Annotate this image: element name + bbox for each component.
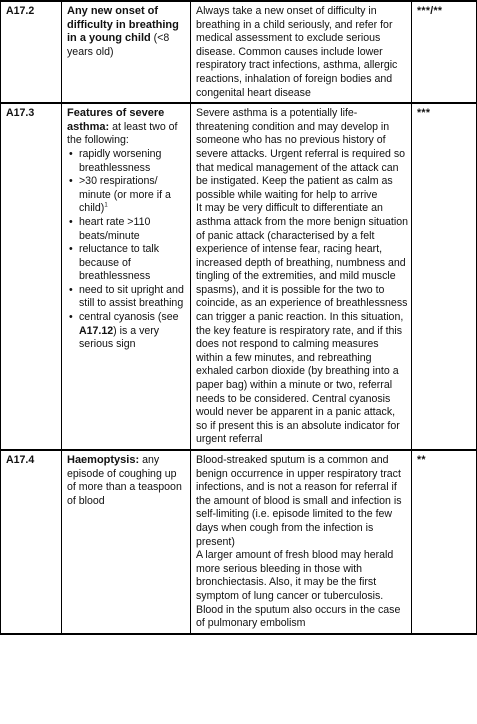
row-code: A17.2 [1, 1, 62, 103]
symptom-qualifier: (<8 years old) [67, 32, 170, 58]
row-symptom [62, 450, 191, 634]
feature-list [67, 148, 187, 352]
row-notes [191, 103, 412, 450]
list-item: • need to sit upright and still to assist breathing [67, 284, 187, 311]
list-item: • rapidly worsening breathlessness [67, 148, 187, 175]
row-code: A17.4 [1, 450, 62, 634]
footnote-marker: 1 [104, 202, 108, 209]
symptom-title: Features of severe asthma: [67, 107, 165, 133]
table-row [1, 103, 477, 450]
list-item [67, 175, 187, 216]
notes-paragraph: Always take a new onset of difficulty in breathing in a child seriously, and refer for medical assessment to exclude serious disease. Common causes include lower respiratory tract infections, asthma, allergic reactions, inhalation of foreign bodies and congenital heart disease [196, 5, 398, 99]
table-row [1, 1, 477, 103]
notes-paragraph: Severe asthma is a potentially life-threatening condition and may develop in someone who has no previous history of severe attacks. Urgent referral is required so that medical management of the attack can be instigated. Keep the patient as calm as possible while waiting for help to arrive [196, 107, 406, 201]
feature-text: very serious sign [79, 324, 160, 351]
feature-text: ) is a [113, 324, 140, 337]
row-notes [191, 1, 412, 103]
list-item [67, 311, 187, 352]
row-code: A17.3 [1, 103, 62, 450]
list-item: • heart rate >110 beats/minute [67, 216, 187, 243]
symptom-title: Any new onset of difficulty in breathing in a young child [67, 5, 179, 45]
row-symptom [62, 103, 191, 450]
table-row [1, 450, 477, 634]
notes-paragraph: It may be very difficult to differentiate an asthma attack from the more benign situation of panic attack (characterised by a felt experience of intense fear, racing heart, increased depth of breathing, numbness and tingling of the extremities, and mild muscle spasms), and it is possible for the two to coincide, as an experience of breathlessness can trigger a panic reaction. In this situation, the key feature is respiratory rate, and if this does not respond to calming measures within a few minutes, and rebreathing exhaled carbon dioxide (by breathing into a paper bag) within a minute or two, referral needs to be considered. Central cyanosis would never be apparent in a panic attack, so if present this is an absolute indicator for urgent referral [196, 202, 408, 446]
symptom-qualifier: at least two of the following: [67, 120, 178, 147]
feature-text: central cyanosis (see [79, 311, 179, 324]
notes-paragraph: A larger amount of fresh blood may herald more serious bleeding in those with bronchiectasis. Also, it may be the first symptom of lung cancer or tuberculosis. Blood in the sputum also occurs in the case of pulmonary embolism [196, 549, 401, 630]
row-notes [191, 450, 412, 634]
cross-reference: A17.12 [79, 324, 114, 337]
symptom-qualifier: any episode of coughing up of more than a teaspoon of blood [67, 454, 182, 507]
referral-level: ***/** [412, 1, 477, 103]
notes-paragraph: Blood-streaked sputum is a common and benign occurrence in upper respiratory tract infections, and is not a reason for referral if the amount of blood is small and infection is self-limiting (i.e. episode limited to the few days when cough from the infection is present) [196, 454, 402, 548]
referral-level: *** [412, 103, 477, 450]
referral-level: ** [412, 450, 477, 634]
feature-text: >30 respirations/ minute (or more if a child) [79, 175, 171, 215]
row-symptom [62, 1, 191, 103]
list-item: • reluctance to talk because of breathlessness [67, 243, 187, 284]
symptom-title: Haemoptysis: [67, 454, 140, 466]
